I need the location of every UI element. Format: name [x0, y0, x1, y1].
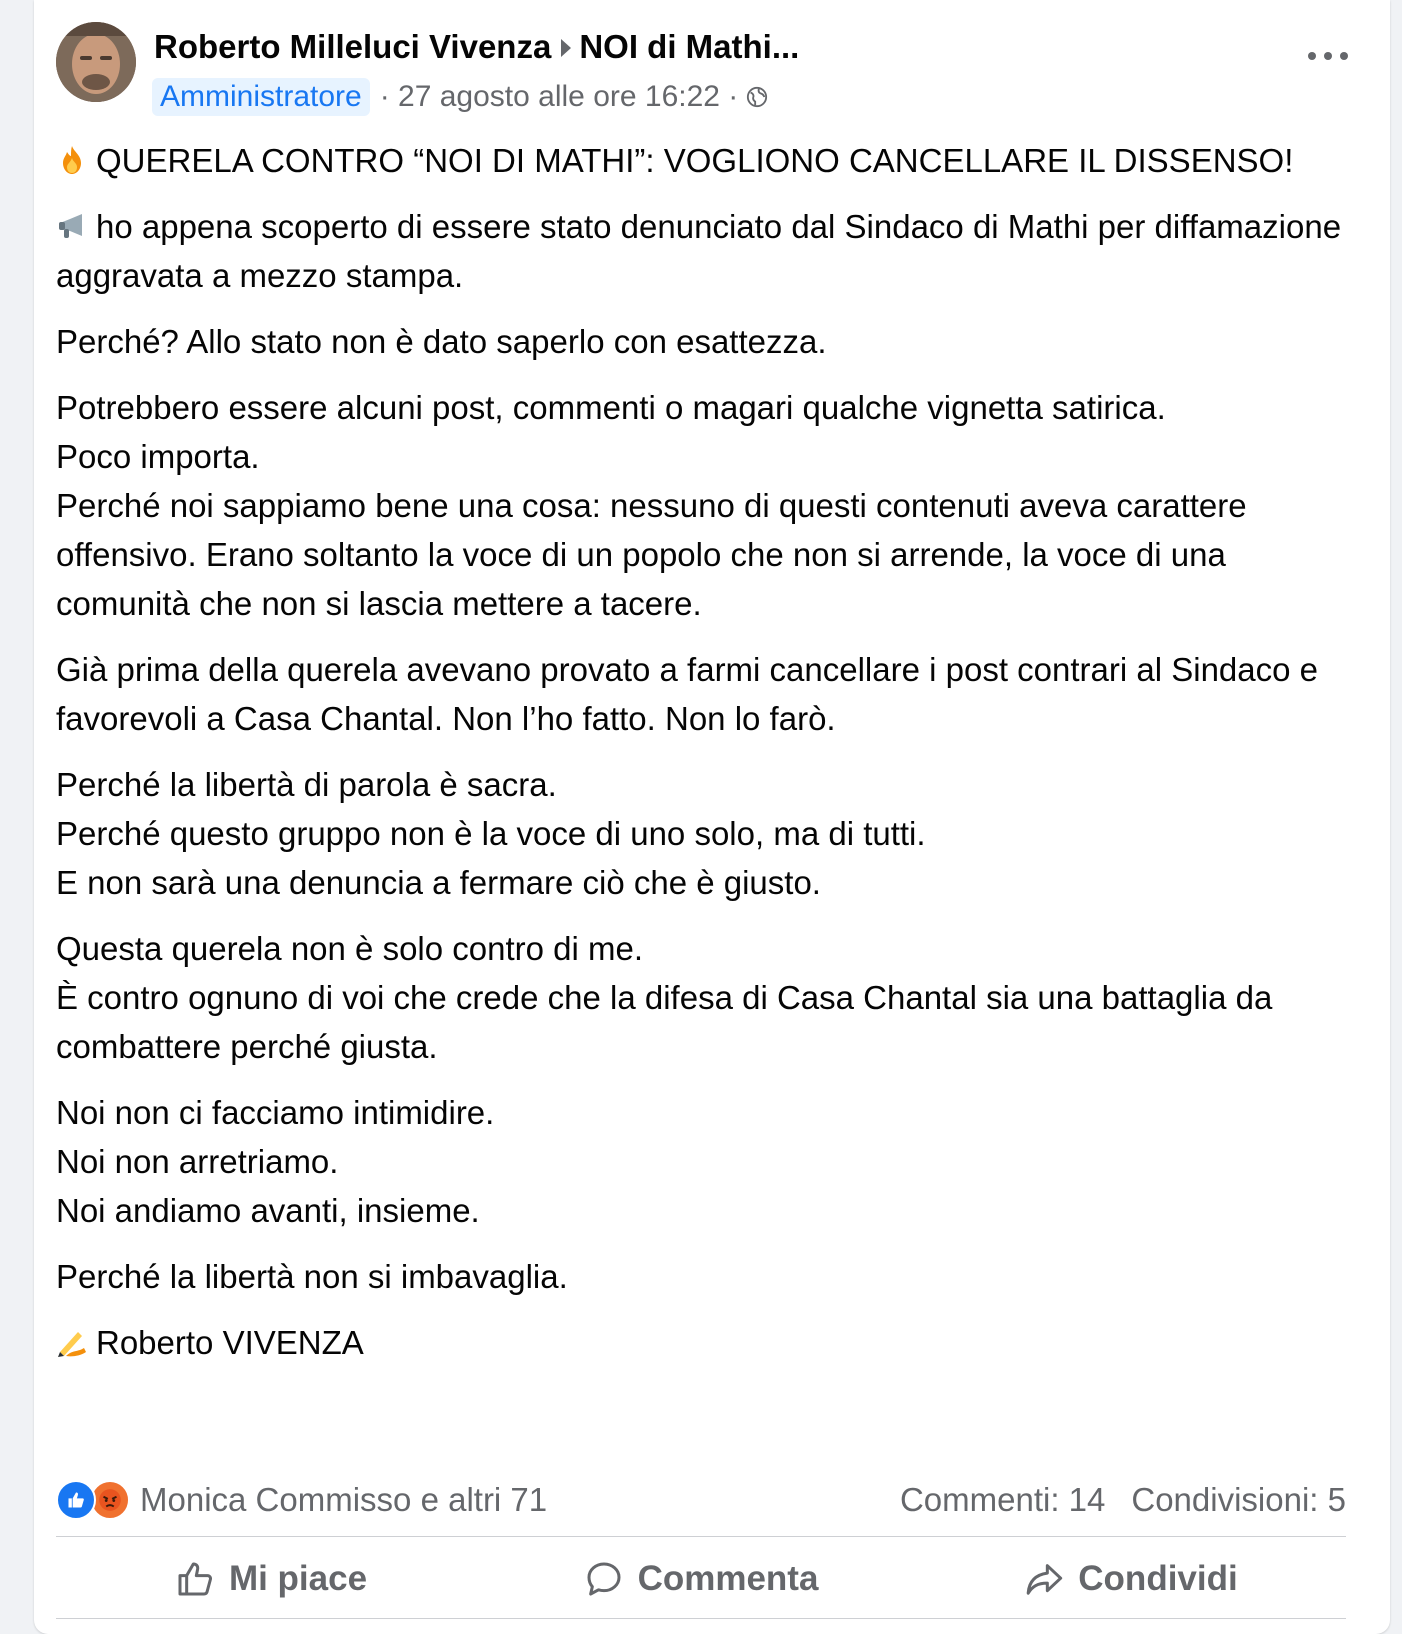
post-paragraph: Già prima della querela avevano provato a farmi cancellare i post contrari al Sindaco e favorevoli a Casa Chantal. Non l’ho fatto. Non lo farò.: [56, 651, 1319, 737]
author-name[interactable]: Roberto Milleluci Vivenza: [154, 28, 552, 65]
post-paragraph: Questa querela non è solo contro di me. È contro ognuno di voi che crede che la difesa di Casa Chantal sia una battaglia da combattere perché giusta.: [56, 930, 1273, 1065]
shares-count[interactable]: Condivisioni: 5: [1131, 1481, 1346, 1518]
thumbs-up-icon: [175, 1559, 215, 1599]
action-bar: [56, 1546, 1346, 1612]
post-meta: [152, 78, 768, 116]
group-name[interactable]: NOI di Mathi...: [579, 28, 800, 65]
share-button[interactable]: [916, 1546, 1346, 1612]
actions-divider: [56, 1618, 1346, 1619]
post-timestamp[interactable]: · 27 agosto alle ore 16:22 ·: [379, 80, 739, 113]
like-button[interactable]: [56, 1546, 486, 1612]
globe-icon: [746, 86, 768, 108]
share-arrow-icon: [1024, 1559, 1064, 1599]
reactions-summary[interactable]: Monica Commisso e altri 71: [140, 1481, 548, 1518]
share-button-label: Condividi: [1078, 1559, 1238, 1598]
post-header-title: [154, 28, 799, 66]
signature-text: Roberto VIVENZA: [96, 1324, 364, 1361]
comment-button[interactable]: [486, 1546, 916, 1612]
caret-right-icon: [561, 39, 571, 57]
stats-divider: [56, 1536, 1346, 1537]
comment-icon: [584, 1559, 624, 1599]
angry-reaction-icon: [90, 1480, 130, 1520]
avatar-photo: [56, 22, 136, 102]
post-card: [34, 0, 1390, 1634]
fire-emoji: [56, 144, 88, 176]
post-paragraph: Perché? Allo stato non è dato saperlo con esattezza.: [56, 323, 827, 360]
post-text: ho appena scoperto di essere stato denunciato dal Sindaco di Mathi per diffamazione aggravata a mezzo stampa.: [56, 208, 1342, 294]
comments-count[interactable]: Commenti: 14: [899, 1481, 1106, 1518]
role-badge: Amministratore: [152, 78, 370, 116]
post-paragraph: [56, 202, 1346, 300]
post-paragraph: Noi non ci facciamo intimidire. Noi non arretriamo. Noi andiamo avanti, insieme.: [56, 1094, 495, 1229]
post-body: [56, 136, 1346, 1384]
post-paragraph: Potrebbero essere alcuni post, commenti o magari qualche vignetta satirica. Poco importa. Perché noi sappiamo bene una cosa: nessuno di questi contenuti aveva carattere offensivo. Erano soltanto la voce di un popolo che non si arrende, la voce di una comunità che non si lascia mettere a tacere.: [56, 389, 1247, 622]
reaction-icons[interactable]: [56, 1480, 130, 1520]
comment-button-label: Commenta: [637, 1559, 819, 1598]
post-stats: [56, 1474, 1346, 1526]
post-headline: QUERELA CONTRO “NOI DI MATHI”: VOGLIONO CANCELLARE IL DISSENSO!: [96, 142, 1294, 179]
post-paragraph: Perché la libertà non si imbavaglia.: [56, 1258, 568, 1295]
writing-hand-emoji: [56, 1326, 88, 1358]
post-paragraph: Perché la libertà di parola è sacra. Perché questo gruppo non è la voce di uno solo, ma di tutti. E non sarà una denuncia a fermare ciò che è giusto.: [56, 766, 926, 901]
more-options-icon[interactable]: [1308, 46, 1348, 66]
author-avatar[interactable]: [56, 22, 136, 102]
like-reaction-icon: [56, 1480, 96, 1520]
post-signature: [56, 1318, 1346, 1367]
post-paragraph: [56, 136, 1346, 185]
megaphone-emoji: [56, 210, 88, 242]
like-button-label: Mi piace: [228, 1559, 368, 1598]
